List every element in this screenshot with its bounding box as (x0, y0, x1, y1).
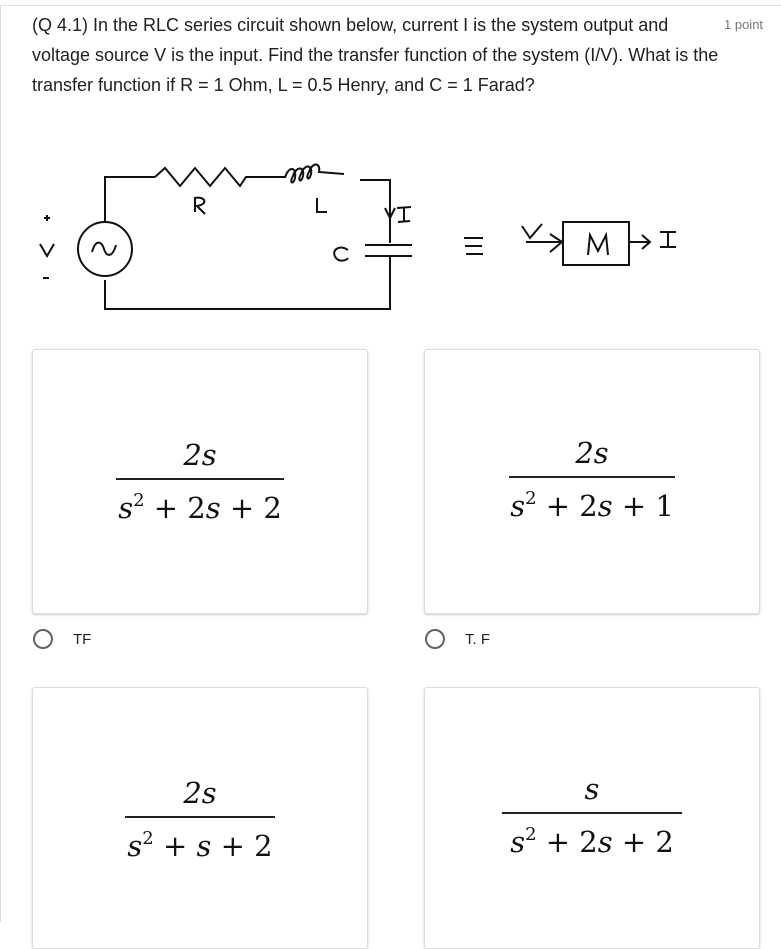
option-card-2[interactable] (424, 349, 760, 614)
option-card-1[interactable] (32, 349, 368, 614)
option-2-label: T. F (465, 630, 490, 648)
fraction-3 (33, 776, 367, 863)
block-diagram (440, 200, 700, 290)
fraction-1 (33, 438, 367, 525)
fraction-bar (116, 478, 284, 480)
option-2[interactable] (425, 629, 490, 649)
radio-button-2[interactable] (425, 629, 445, 649)
fraction-4 (425, 772, 759, 859)
fraction-bar (125, 816, 275, 818)
option-card-4[interactable] (424, 687, 760, 949)
denominator: $s^2 + 2s + 2$ (118, 490, 282, 525)
top-divider (0, 0, 781, 6)
rlc-circuit-diagram (30, 160, 450, 320)
points-label: 1 point (724, 17, 764, 32)
denominator: $s^2 + 2s + 1$ (510, 488, 674, 523)
fraction-bar (502, 812, 682, 814)
fraction-bar (509, 476, 675, 478)
left-accent-line (0, 6, 1, 922)
fraction-2 (425, 436, 759, 523)
denominator: $s^2 + s + 2$ (127, 828, 273, 863)
radio-button-1[interactable] (33, 629, 53, 649)
option-1-label: TF (73, 630, 92, 648)
numerator: 2s (575, 436, 609, 470)
question-text: (Q 4.1) In the RLC series circuit shown below, current I is the system output and voltage source V is the input. Find the transfer function of the system (I/V). What is the transfer function if R = 1 Ohm, L = 0.5 Henry, and C = 1 Farad? (32, 15, 719, 95)
option-1[interactable] (33, 629, 91, 649)
numerator: 2s (183, 776, 217, 810)
denominator: $s^2 + 2s + 2$ (510, 824, 674, 859)
option-card-3[interactable] (32, 687, 368, 949)
numerator: s (584, 772, 600, 806)
numerator: 2s (183, 438, 217, 472)
